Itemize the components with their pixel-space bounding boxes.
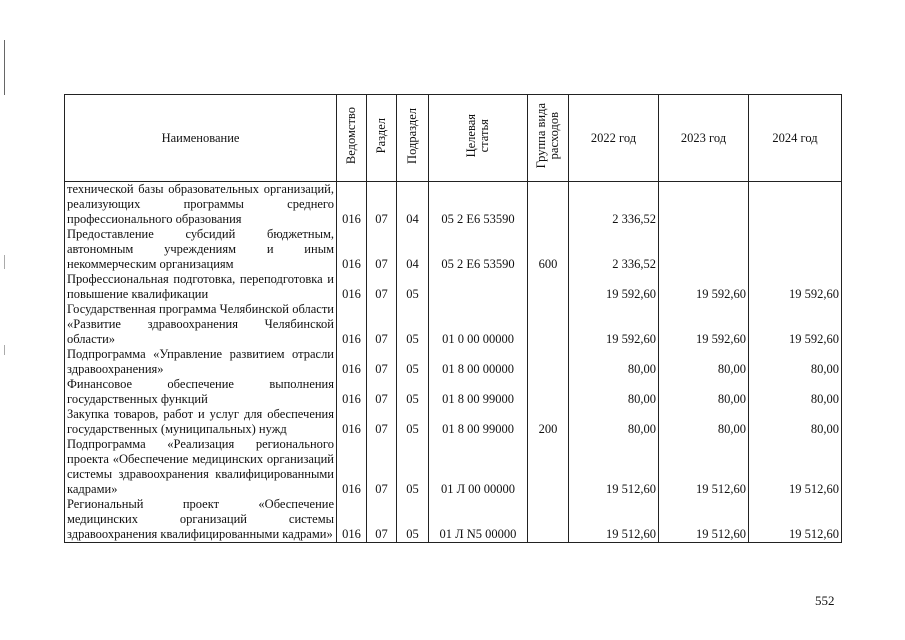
row-subsection: 05 — [397, 302, 429, 347]
row-value-2023: 19 592,60 — [659, 302, 749, 347]
row-name: Подпрограмма «Управление развитием отрасли здравоохранения» — [65, 347, 337, 377]
table-row — [65, 182, 842, 228]
row-target: 01 Л N5 00000 — [429, 497, 528, 543]
row-subsection: 05 — [397, 497, 429, 543]
table-row — [65, 437, 842, 497]
row-target: 01 0 00 00000 — [429, 302, 528, 347]
table-row — [65, 227, 842, 272]
row-value-2022: 19 512,60 — [569, 497, 659, 543]
row-value-2022: 19 592,60 — [569, 272, 659, 302]
row-dept: 016 — [337, 272, 367, 302]
row-exp-group — [528, 497, 569, 543]
row-exp-group — [528, 182, 569, 228]
row-value-2024: 19 512,60 — [749, 497, 842, 543]
margin-mark — [4, 345, 5, 355]
header-dept: Ведомство — [337, 95, 367, 182]
row-exp-group — [528, 272, 569, 302]
row-target: 01 8 00 99000 — [429, 377, 528, 407]
row-value-2022: 80,00 — [569, 347, 659, 377]
row-value-2023: 19 512,60 — [659, 497, 749, 543]
budget-table — [64, 94, 842, 543]
row-value-2024: 19 512,60 — [749, 437, 842, 497]
row-value-2023 — [659, 182, 749, 228]
row-exp-group — [528, 437, 569, 497]
header-subsection: Подраздел — [397, 95, 429, 182]
header-name: Наименование — [65, 95, 337, 182]
header-2022: 2022 год — [569, 95, 659, 182]
row-subsection: 04 — [397, 227, 429, 272]
row-value-2024: 80,00 — [749, 407, 842, 437]
table-row — [65, 407, 842, 437]
row-subsection: 05 — [397, 407, 429, 437]
row-target: 05 2 Е6 53590 — [429, 182, 528, 228]
row-exp-group: 200 — [528, 407, 569, 437]
row-section: 07 — [367, 437, 397, 497]
row-value-2023: 80,00 — [659, 377, 749, 407]
row-value-2022: 80,00 — [569, 377, 659, 407]
page-number: 552 — [815, 593, 835, 608]
row-section: 07 — [367, 272, 397, 302]
row-target: 01 8 00 00000 — [429, 347, 528, 377]
row-value-2022: 80,00 — [569, 407, 659, 437]
row-value-2024: 80,00 — [749, 377, 842, 407]
row-target: 05 2 Е6 53590 — [429, 227, 528, 272]
row-section: 07 — [367, 377, 397, 407]
row-name: Закупка товаров, работ и услуг для обеспечения государственных (муниципальных) нужд — [65, 407, 337, 437]
row-value-2023: 80,00 — [659, 347, 749, 377]
row-value-2024 — [749, 182, 842, 228]
header-2023: 2023 год — [659, 95, 749, 182]
table-row — [65, 302, 842, 347]
row-name: Предоставление субсидий бюджетным, автономным учреждениям и иным некоммерческим организациям — [65, 227, 337, 272]
row-dept: 016 — [337, 302, 367, 347]
row-section: 07 — [367, 347, 397, 377]
row-target: 01 8 00 99000 — [429, 407, 528, 437]
row-value-2023: 19 512,60 — [659, 437, 749, 497]
row-exp-group: 600 — [528, 227, 569, 272]
row-subsection: 05 — [397, 347, 429, 377]
row-target: 01 Л 00 00000 — [429, 437, 528, 497]
row-dept: 016 — [337, 497, 367, 543]
row-name: технической базы образовательных организаций, реализующих программы среднего профессионального образования — [65, 182, 337, 228]
row-section: 07 — [367, 497, 397, 543]
row-value-2022: 2 336,52 — [569, 227, 659, 272]
row-dept: 016 — [337, 377, 367, 407]
margin-mark — [4, 40, 5, 95]
row-value-2022: 2 336,52 — [569, 182, 659, 228]
table-row — [65, 497, 842, 543]
header-2024: 2024 год — [749, 95, 842, 182]
table-row — [65, 272, 842, 302]
row-subsection: 05 — [397, 437, 429, 497]
row-subsection: 04 — [397, 182, 429, 228]
row-subsection: 05 — [397, 272, 429, 302]
row-value-2024: 19 592,60 — [749, 302, 842, 347]
row-dept: 016 — [337, 407, 367, 437]
row-section: 07 — [367, 407, 397, 437]
table-row — [65, 347, 842, 377]
row-dept: 016 — [337, 227, 367, 272]
row-value-2023 — [659, 227, 749, 272]
row-dept: 016 — [337, 437, 367, 497]
row-name: Финансовое обеспечение выполнения государственных функций — [65, 377, 337, 407]
row-value-2023: 80,00 — [659, 407, 749, 437]
table-row — [65, 377, 842, 407]
header-exp-group: Группа вида расходов — [528, 95, 569, 182]
row-section: 07 — [367, 302, 397, 347]
header-target: Целевая статья — [429, 95, 528, 182]
row-name: Подпрограмма «Реализация регионального проекта «Обеспечение медицинских организаций системы здравоохранения квалифицированными кадрами» — [65, 437, 337, 497]
row-exp-group — [528, 347, 569, 377]
row-name: Профессиональная подготовка, переподготовка и повышение квалификации — [65, 272, 337, 302]
row-value-2024 — [749, 227, 842, 272]
row-value-2023: 19 592,60 — [659, 272, 749, 302]
row-dept: 016 — [337, 182, 367, 228]
row-section: 07 — [367, 227, 397, 272]
row-name: Государственная программа Челябинской области «Развитие здравоохранения Челябинской области» — [65, 302, 337, 347]
row-exp-group — [528, 377, 569, 407]
row-dept: 016 — [337, 347, 367, 377]
row-value-2024: 19 592,60 — [749, 272, 842, 302]
row-value-2022: 19 592,60 — [569, 302, 659, 347]
row-value-2024: 80,00 — [749, 347, 842, 377]
row-exp-group — [528, 302, 569, 347]
row-name: Региональный проект «Обеспечение медицинских организаций системы здравоохранения квалифицированными кадрами» — [65, 497, 337, 543]
table-header-row — [65, 95, 842, 182]
row-section: 07 — [367, 182, 397, 228]
header-section: Раздел — [367, 95, 397, 182]
row-subsection: 05 — [397, 377, 429, 407]
margin-mark — [4, 255, 5, 269]
row-target — [429, 272, 528, 302]
row-value-2022: 19 512,60 — [569, 437, 659, 497]
